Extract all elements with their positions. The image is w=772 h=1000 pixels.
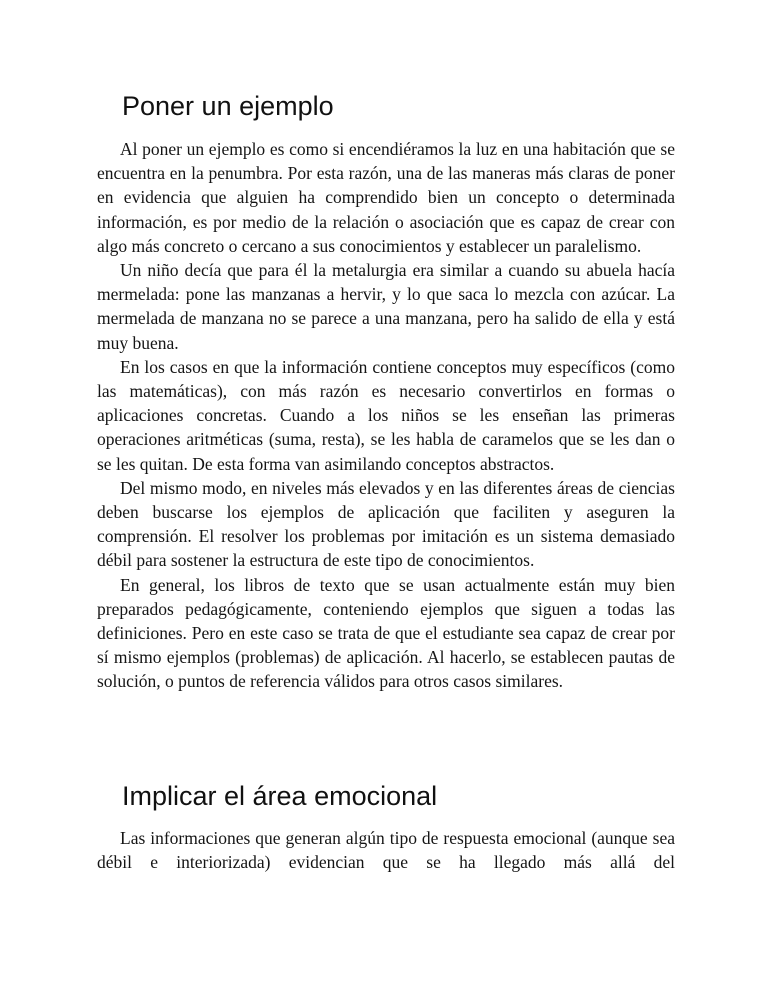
section-body	[97, 137, 675, 694]
body-paragraph: Las informaciones que generan algún tipo de respuesta emocional (aunque sea débil e interiorizada) evidencian que se ha llegado más allá del	[97, 828, 675, 873]
section-heading: Poner un ejemplo	[122, 91, 334, 121]
body-paragraph: En general, los libros de texto que se usan actualmente están muy bien preparados pedagógicamente, conteniendo ejemplos que siguen a todas las definiciones. Pero en este caso se trata de que el estudiante sea capaz de crear por sí mismo ejemplos (problemas) de aplicación. Al hacerlo, se establecen pautas de solución, o puntos de referencia válidos para otros casos similares.	[97, 574, 675, 692]
body-paragraph: Al poner un ejemplo es como si encendiéramos la luz en una habitación que se encuentra en la penumbra. Por esta razón, una de las maneras más claras de poner en evidencia que alguien ha comprendido bien un concepto o determinada información, es por medio de la relación o asociación que es capaz de crear con algo más concreto o cercano a sus conocimientos y establecer un paralelismo.	[97, 139, 675, 256]
body-paragraph: Del mismo modo, en niveles más elevados y en las diferentes áreas de ciencias deben buscarse los ejemplos de aplicación que faciliten y aseguren la comprensión. El resolver los problemas por imitación es un sistema demasiado débil para sostener la estructura de este tipo de conocimientos.	[97, 477, 675, 571]
section-heading: Implicar el área emocional	[122, 781, 438, 811]
section-body	[97, 826, 675, 874]
body-paragraph: En los casos en que la información contiene conceptos muy específicos (como las matemáticas), con más razón es necesario convertirlos en formas o aplicaciones concretas. Cuando a los niños se les enseñan las primeras operaciones aritméticas (suma, resta), se les habla de caramelos que se les dan o se les quitan. De esta forma van asimilando conceptos abstractos.	[97, 356, 675, 474]
body-paragraph: Un niño decía que para él la metalurgia era similar a cuando su abuela hacía mermelada: pone las manzanas a hervir, y lo que saca lo mezcla con azúcar. La mermelada de manzana no se parece a una manzana, pero ha salido de ella y está muy buena.	[97, 260, 675, 353]
